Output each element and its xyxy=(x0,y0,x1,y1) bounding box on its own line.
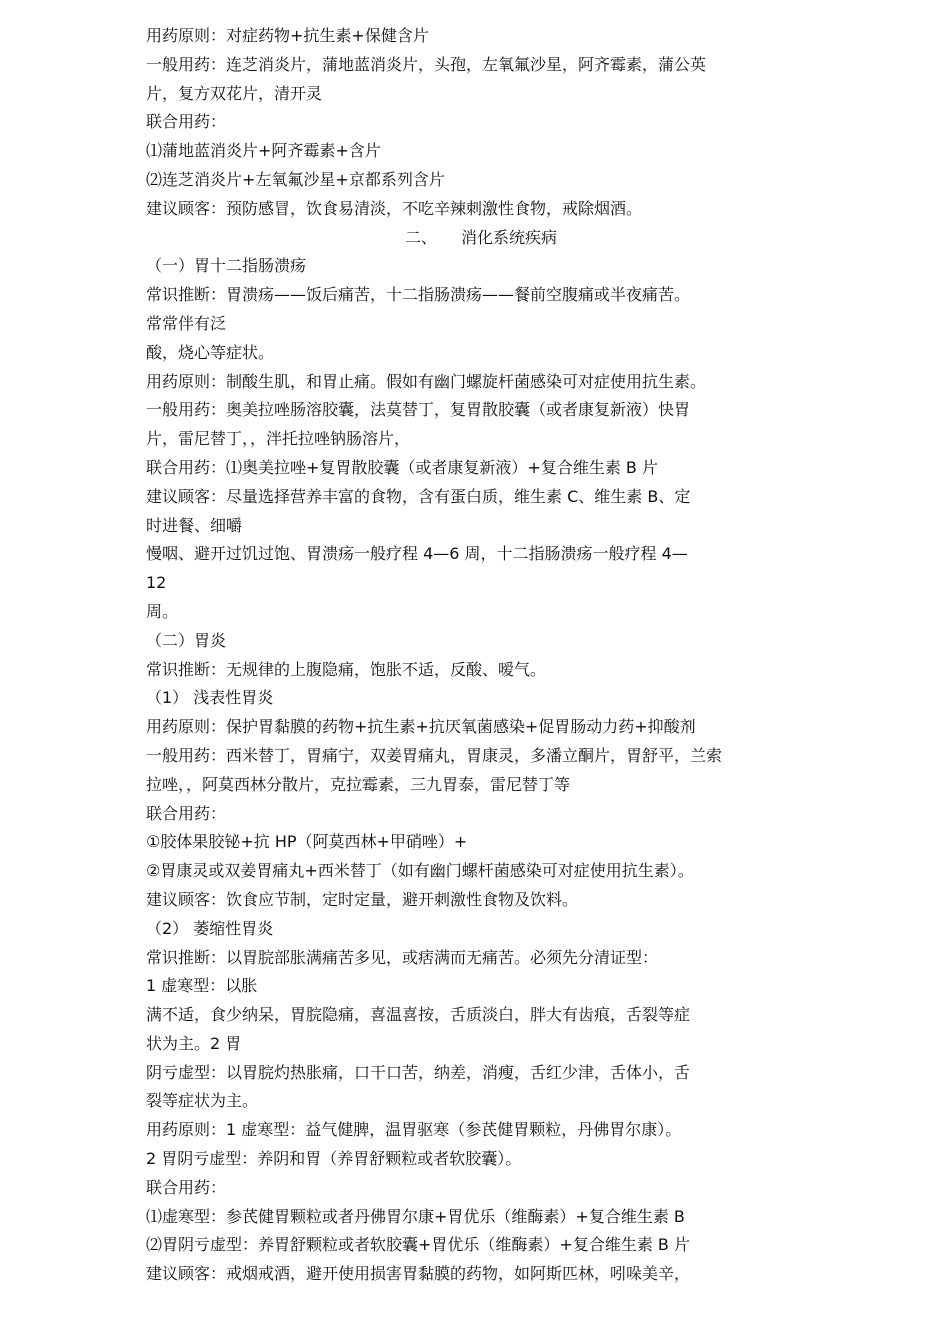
text-line: 用药原则：对症药物+抗生素+保健含片 xyxy=(146,26,429,45)
text-line: 用药原则：制酸生肌，和胃止痛。假如有幽门螺旋杆菌感染可对症使用抗生素。 xyxy=(146,371,707,391)
text-line: 时进餐、细嚼 xyxy=(146,515,243,535)
document-page xyxy=(146,22,816,1289)
text-line: ②胃康灵或双姜胃痛丸+西米替丁（如有幽门螺杆菌感染可对症使用抗生素）。 xyxy=(146,861,694,881)
text-line: 满不适，食少纳呆，胃脘隐痛，喜温喜按，舌质淡白，胖大有齿痕，舌裂等症 xyxy=(146,1005,691,1025)
text-line: 1 虚寒型：以胀 xyxy=(146,976,258,996)
text-line: 常识推断：胃溃疡——饭后痛苦，十二指肠溃疡——餐前空腹痛或半夜痛苦。 xyxy=(146,285,691,305)
text-line: 常识推断：无规律的上腹隐痛，饱胀不适，反酸、嗳气。 xyxy=(146,659,547,679)
text-line: 拉唑，，阿莫西林分散片，克拉霉素，三九胃泰，雷尼替丁等 xyxy=(146,774,571,794)
text-line: 用药原则：1 虚寒型：益气健脾，温胃驱寒（参芪健胃颗粒，丹佛胃尔康）。 xyxy=(146,1120,682,1140)
text-line: 联合用药：⑴奥美拉唑+复胃散胶囊（或者康复新液）+复合维生素 B 片 xyxy=(146,457,658,477)
text-line: 一般用药：奥美拉唑肠溶胶囊，法莫替丁，复胃散胶囊（或者康复新液）快胃 xyxy=(146,400,691,420)
text-line: 用药原则：保护胃黏膜的药物+抗生素+抗厌氧菌感染+促胃肠动力药+抑酸剂 xyxy=(146,717,696,737)
text-line: 常常伴有泛 xyxy=(146,313,227,333)
text-line: 一般用药：连芝消炎片，蒲地蓝消炎片，头孢，左氧氟沙星，阿齐霉素，蒲公英 xyxy=(146,54,707,74)
text-line: 12 xyxy=(146,573,167,593)
text-line: 周。 xyxy=(146,601,179,621)
text-line: 阴亏虚型：以胃脘灼热胀痛，口干口苦，纳差，消瘦，舌红少津，舌体小，舌 xyxy=(146,1062,691,1082)
text-line: 2 胃阴亏虚型：养阴和胃（养胃舒颗粒或者软胶囊）。 xyxy=(146,1149,522,1169)
text-line: 片，复方双花片，清开灵 xyxy=(146,83,323,103)
text-line: 一般用药：西米替丁，胃痛宁，双姜胃痛丸，胃康灵，多潘立酮片，胃舒平，兰索 xyxy=(146,745,723,765)
text-line: ⑴蒲地蓝消炎片+阿齐霉素+含片 xyxy=(146,141,381,161)
text-line: ⑵连芝消炎片+左氧氟沙星+京都系列含片 xyxy=(146,169,445,189)
text-line: 状为主。2 胃 xyxy=(146,1033,242,1053)
subsection-heading: （1） 浅表性胃炎 xyxy=(146,688,274,708)
text-line: ①胶体果胶铋+抗 HP（阿莫西林+甲硝唑）+ xyxy=(146,832,468,852)
text-line: 联合用药： xyxy=(146,803,227,823)
text-line: 建议顾客：戒烟戒酒，避开使用损害胃黏膜的药物，如阿斯匹林，吲哚美辛， xyxy=(146,1264,691,1284)
text-line: 建议顾客：饮食应节制，定时定量，避开刺激性食物及饮料。 xyxy=(146,889,579,909)
text-line: 联合用药： xyxy=(146,1177,227,1197)
subsection-heading: （2） 萎缩性胃炎 xyxy=(146,918,274,938)
subsection-heading: （一）胃十二指肠溃疡 xyxy=(146,256,307,276)
text-line: 慢咽、避开过饥过饱、胃溃疡一般疗程 4—6 周，十二指肠溃疡一般疗程 4— xyxy=(146,544,688,564)
text-line: 裂等症状为主。 xyxy=(146,1091,259,1111)
text-line: 片，雷尼替丁，，泮托拉唑钠肠溶片， xyxy=(146,429,411,449)
section-heading: 二、 消化系统疾病 xyxy=(404,227,557,247)
text-line: ⑴虚寒型：参芪健胃颗粒或者丹佛胃尔康+胃优乐（维酶素）+复合维生素 B xyxy=(146,1206,685,1226)
text-line: 联合用药： xyxy=(146,112,227,132)
text-line: 常识推断：以胃脘部胀满痛苦多见，或痞满而无痛苦。必须先分清证型： xyxy=(146,947,659,967)
text-line: 酸，烧心等症状。 xyxy=(146,342,275,362)
text-line: ⑵胃阴亏虚型：养胃舒颗粒或者软胶囊+胃优乐（维酶素）+复合维生素 B 片 xyxy=(146,1235,690,1255)
text-line: 建议顾客：预防感冒，饮食易清淡，不吃辛辣刺激性食物，戒除烟酒。 xyxy=(146,198,643,218)
text-line: 建议顾客：尽量选择营养丰富的食物，含有蛋白质，维生素 C、维生素 B、定 xyxy=(146,486,691,506)
subsection-heading: （二）胃炎 xyxy=(146,630,227,650)
